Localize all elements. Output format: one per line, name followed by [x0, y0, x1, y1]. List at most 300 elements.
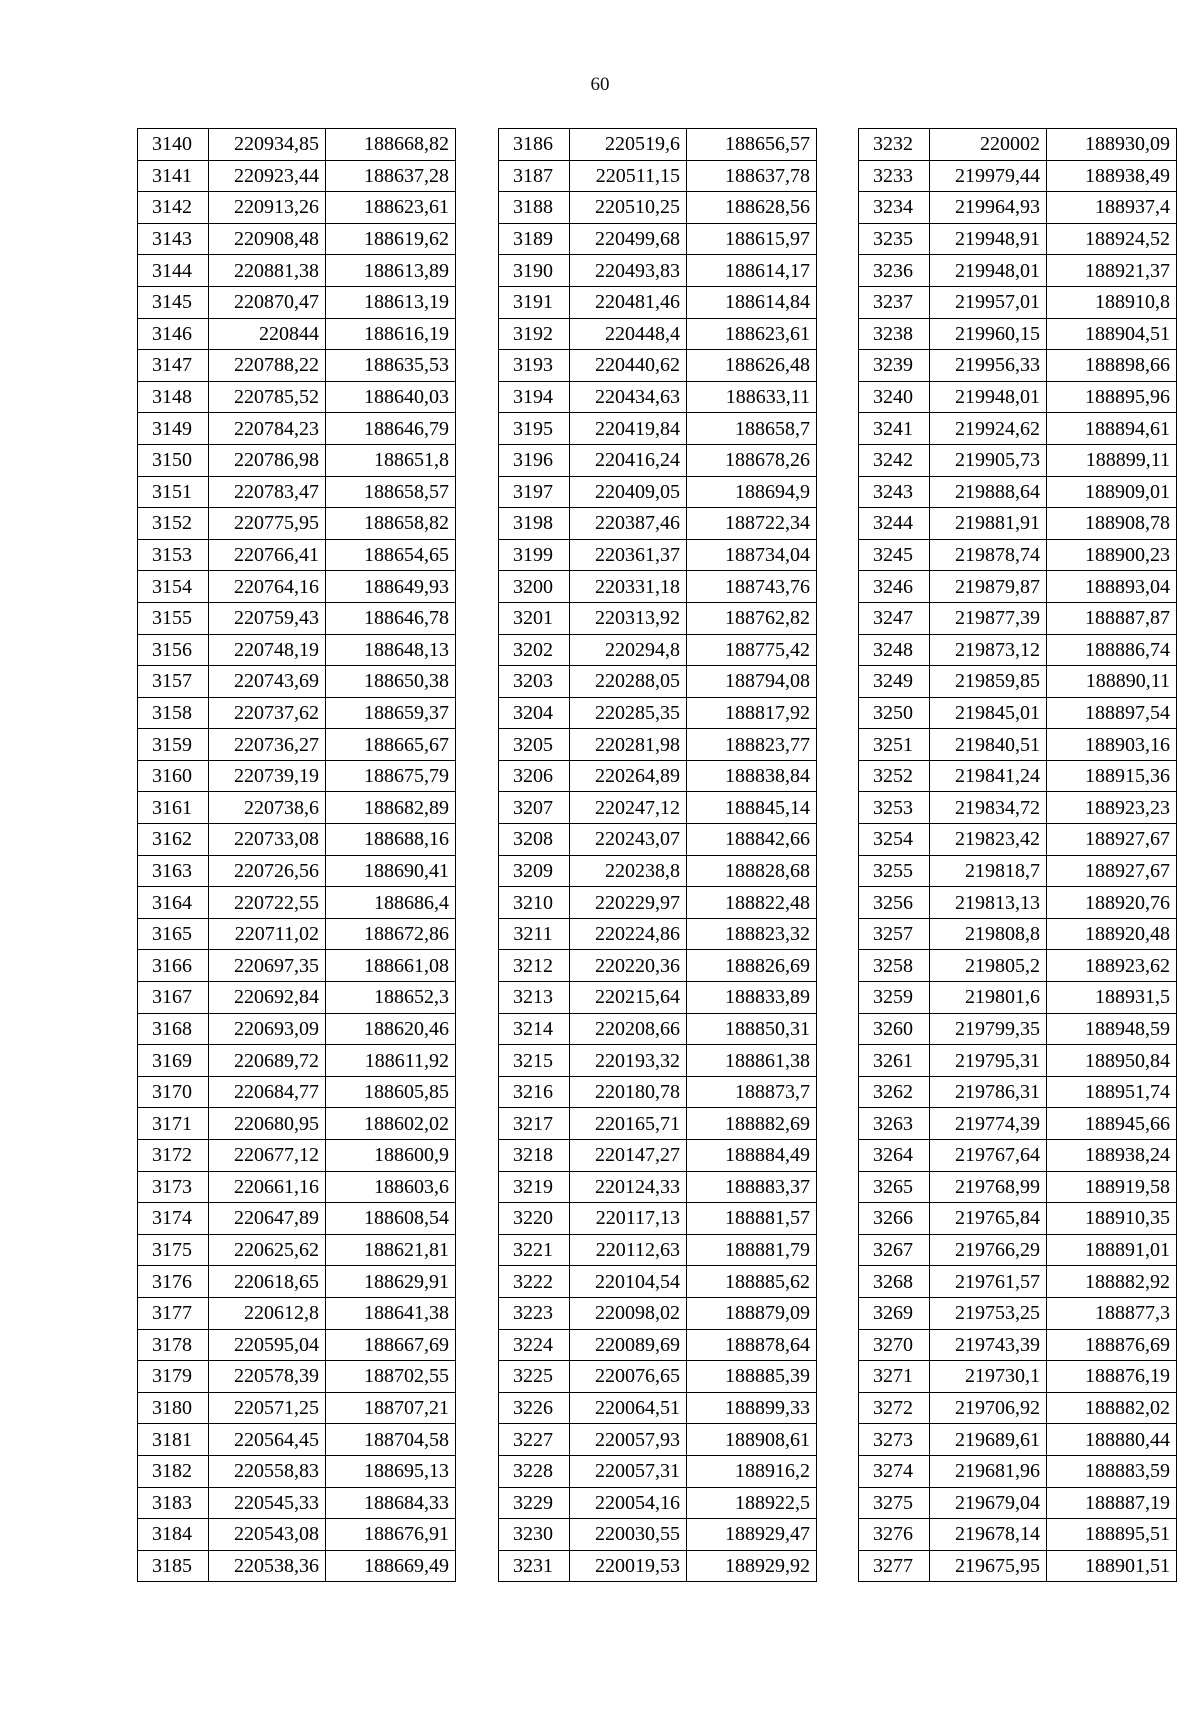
- y-coordinate-cell: 188628,56: [687, 192, 817, 224]
- table-row: [859, 539, 1177, 571]
- x-coordinate-cell: 220117,13: [570, 1203, 687, 1235]
- y-coordinate-cell: 188921,37: [1047, 255, 1177, 287]
- x-coordinate-cell: 220057,31: [570, 1455, 687, 1487]
- y-coordinate-cell: 188910,8: [1047, 286, 1177, 318]
- x-coordinate-cell: 220661,16: [209, 1171, 326, 1203]
- point-number-cell: 3253: [859, 792, 930, 824]
- table-row: [138, 602, 456, 634]
- y-coordinate-cell: 188637,28: [326, 160, 456, 192]
- point-number-cell: 3244: [859, 508, 930, 540]
- y-coordinate-cell: 188894,61: [1047, 413, 1177, 445]
- table-row: [138, 1519, 456, 1551]
- point-number-cell: 3146: [138, 318, 209, 350]
- x-coordinate-cell: 219799,35: [930, 1013, 1047, 1045]
- point-number-cell: 3217: [499, 1108, 570, 1140]
- table-row: [499, 192, 817, 224]
- table-row: [859, 476, 1177, 508]
- point-number-cell: 3235: [859, 223, 930, 255]
- point-number-cell: 3202: [499, 634, 570, 666]
- y-coordinate-cell: 188948,59: [1047, 1013, 1177, 1045]
- point-number-cell: 3162: [138, 824, 209, 856]
- x-coordinate-cell: 220511,15: [570, 160, 687, 192]
- table-row: [499, 1550, 817, 1582]
- point-number-cell: 3237: [859, 286, 930, 318]
- table-row: [138, 729, 456, 761]
- x-coordinate-cell: 220766,41: [209, 539, 326, 571]
- point-number-cell: 3271: [859, 1361, 930, 1393]
- x-coordinate-cell: 219753,25: [930, 1297, 1047, 1329]
- x-coordinate-cell: 220697,35: [209, 950, 326, 982]
- x-coordinate-cell: 220089,69: [570, 1329, 687, 1361]
- y-coordinate-cell: 188646,79: [326, 413, 456, 445]
- point-number-cell: 3218: [499, 1140, 570, 1172]
- x-coordinate-cell: 220064,51: [570, 1392, 687, 1424]
- table-row: [499, 950, 817, 982]
- point-number-cell: 3191: [499, 286, 570, 318]
- y-coordinate-cell: 188903,16: [1047, 729, 1177, 761]
- y-coordinate-cell: 188659,37: [326, 697, 456, 729]
- table-row: [138, 571, 456, 603]
- point-number-cell: 3220: [499, 1203, 570, 1235]
- table-row: [499, 1234, 817, 1266]
- table-row: [138, 792, 456, 824]
- y-coordinate-cell: 188640,03: [326, 381, 456, 413]
- y-coordinate-cell: 188665,67: [326, 729, 456, 761]
- x-coordinate-cell: 219730,1: [930, 1361, 1047, 1393]
- y-coordinate-cell: 188823,32: [687, 918, 817, 950]
- point-number-cell: 3257: [859, 918, 930, 950]
- table-row: [138, 1266, 456, 1298]
- table-row: [859, 918, 1177, 950]
- y-coordinate-cell: 188646,78: [326, 602, 456, 634]
- y-coordinate-cell: 188613,19: [326, 286, 456, 318]
- y-coordinate-cell: 188882,02: [1047, 1392, 1177, 1424]
- point-number-cell: 3221: [499, 1234, 570, 1266]
- table-row: [138, 1140, 456, 1172]
- table-row: [859, 381, 1177, 413]
- table-row: [859, 223, 1177, 255]
- table-row: [499, 982, 817, 1014]
- x-coordinate-cell: 220692,84: [209, 982, 326, 1014]
- y-coordinate-cell: 188602,02: [326, 1108, 456, 1140]
- table-row: [859, 1234, 1177, 1266]
- table-row: [499, 413, 817, 445]
- x-coordinate-cell: 219765,84: [930, 1203, 1047, 1235]
- table-row: [138, 223, 456, 255]
- x-coordinate-cell: 220543,08: [209, 1519, 326, 1551]
- x-coordinate-cell: 219834,72: [930, 792, 1047, 824]
- table-row: [859, 634, 1177, 666]
- x-coordinate-cell: 220788,22: [209, 350, 326, 382]
- x-coordinate-cell: 220409,05: [570, 476, 687, 508]
- table-row: [859, 350, 1177, 382]
- table-row: [859, 1519, 1177, 1551]
- point-number-cell: 3204: [499, 697, 570, 729]
- y-coordinate-cell: 188884,49: [687, 1140, 817, 1172]
- point-number-cell: 3234: [859, 192, 930, 224]
- x-coordinate-cell: 219675,95: [930, 1550, 1047, 1582]
- x-coordinate-cell: 220913,26: [209, 192, 326, 224]
- x-coordinate-cell: 219905,73: [930, 444, 1047, 476]
- point-number-cell: 3272: [859, 1392, 930, 1424]
- point-number-cell: 3199: [499, 539, 570, 571]
- table-row: [499, 1297, 817, 1329]
- x-coordinate-cell: 220288,05: [570, 666, 687, 698]
- table-row: [859, 1392, 1177, 1424]
- x-coordinate-cell: 220112,63: [570, 1234, 687, 1266]
- x-coordinate-cell: 220193,32: [570, 1045, 687, 1077]
- y-coordinate-cell: 188886,74: [1047, 634, 1177, 666]
- y-coordinate-cell: 188658,82: [326, 508, 456, 540]
- x-coordinate-cell: 220313,92: [570, 602, 687, 634]
- y-coordinate-cell: 188927,67: [1047, 855, 1177, 887]
- x-coordinate-cell: 220743,69: [209, 666, 326, 698]
- x-coordinate-cell: 220281,98: [570, 729, 687, 761]
- point-number-cell: 3231: [499, 1550, 570, 1582]
- y-coordinate-cell: 188667,69: [326, 1329, 456, 1361]
- x-coordinate-cell: 220098,02: [570, 1297, 687, 1329]
- point-number-cell: 3268: [859, 1266, 930, 1298]
- x-coordinate-cell: 220736,27: [209, 729, 326, 761]
- x-coordinate-cell: 220057,93: [570, 1424, 687, 1456]
- point-number-cell: 3211: [499, 918, 570, 950]
- point-number-cell: 3183: [138, 1487, 209, 1519]
- x-coordinate-cell: 220440,62: [570, 350, 687, 382]
- x-coordinate-cell: 219948,01: [930, 255, 1047, 287]
- y-coordinate-cell: 188658,57: [326, 476, 456, 508]
- point-number-cell: 3243: [859, 476, 930, 508]
- x-coordinate-cell: 220208,66: [570, 1013, 687, 1045]
- y-coordinate-cell: 188611,92: [326, 1045, 456, 1077]
- table-row: [499, 602, 817, 634]
- x-coordinate-cell: 219679,04: [930, 1487, 1047, 1519]
- table-row: [138, 1361, 456, 1393]
- x-coordinate-cell: 220748,19: [209, 634, 326, 666]
- x-coordinate-cell: 219678,14: [930, 1519, 1047, 1551]
- table-row: [859, 255, 1177, 287]
- x-coordinate-cell: 220733,08: [209, 824, 326, 856]
- table-row: [499, 1266, 817, 1298]
- table-row: [499, 855, 817, 887]
- point-number-cell: 3171: [138, 1108, 209, 1140]
- point-number-cell: 3197: [499, 476, 570, 508]
- y-coordinate-cell: 188707,21: [326, 1392, 456, 1424]
- table-row: [859, 413, 1177, 445]
- point-number-cell: 3154: [138, 571, 209, 603]
- x-coordinate-cell: 220147,27: [570, 1140, 687, 1172]
- x-coordinate-cell: 220215,64: [570, 982, 687, 1014]
- x-coordinate-cell: 220726,56: [209, 855, 326, 887]
- point-number-cell: 3165: [138, 918, 209, 950]
- y-coordinate-cell: 188669,49: [326, 1550, 456, 1582]
- x-coordinate-cell: 219681,96: [930, 1455, 1047, 1487]
- x-coordinate-cell: 220054,16: [570, 1487, 687, 1519]
- table-row: [138, 666, 456, 698]
- y-coordinate-cell: 188600,9: [326, 1140, 456, 1172]
- x-coordinate-cell: 220510,25: [570, 192, 687, 224]
- table-row: [138, 760, 456, 792]
- table-row: [499, 444, 817, 476]
- point-number-cell: 3185: [138, 1550, 209, 1582]
- table-row: [859, 824, 1177, 856]
- table-row: [499, 887, 817, 919]
- x-coordinate-cell: 220737,62: [209, 697, 326, 729]
- x-coordinate-cell: 220285,35: [570, 697, 687, 729]
- table-row: [138, 697, 456, 729]
- x-coordinate-cell: 220180,78: [570, 1076, 687, 1108]
- x-coordinate-cell: 219948,91: [930, 223, 1047, 255]
- table-row: [138, 1424, 456, 1456]
- y-coordinate-cell: 188668,82: [326, 129, 456, 161]
- point-number-cell: 3267: [859, 1234, 930, 1266]
- table-row: [859, 950, 1177, 982]
- y-coordinate-cell: 188842,66: [687, 824, 817, 856]
- point-number-cell: 3255: [859, 855, 930, 887]
- table-row: [138, 950, 456, 982]
- point-number-cell: 3190: [499, 255, 570, 287]
- point-number-cell: 3181: [138, 1424, 209, 1456]
- x-coordinate-cell: 220923,44: [209, 160, 326, 192]
- y-coordinate-cell: 188676,91: [326, 1519, 456, 1551]
- table-row: [499, 1392, 817, 1424]
- point-number-cell: 3207: [499, 792, 570, 824]
- point-number-cell: 3150: [138, 444, 209, 476]
- y-coordinate-cell: 188828,68: [687, 855, 817, 887]
- y-coordinate-cell: 188899,11: [1047, 444, 1177, 476]
- point-number-cell: 3256: [859, 887, 930, 919]
- x-coordinate-cell: 220558,83: [209, 1455, 326, 1487]
- table-row: [499, 1455, 817, 1487]
- point-number-cell: 3229: [499, 1487, 570, 1519]
- point-number-cell: 3270: [859, 1329, 930, 1361]
- x-coordinate-cell: 220844: [209, 318, 326, 350]
- point-number-cell: 3226: [499, 1392, 570, 1424]
- point-number-cell: 3175: [138, 1234, 209, 1266]
- table-row: [138, 413, 456, 445]
- table-row: [859, 1487, 1177, 1519]
- x-coordinate-cell: 219801,6: [930, 982, 1047, 1014]
- x-coordinate-cell: 220247,12: [570, 792, 687, 824]
- y-coordinate-cell: 188920,48: [1047, 918, 1177, 950]
- point-number-cell: 3200: [499, 571, 570, 603]
- point-number-cell: 3216: [499, 1076, 570, 1108]
- table-row: [499, 1361, 817, 1393]
- point-number-cell: 3201: [499, 602, 570, 634]
- point-number-cell: 3170: [138, 1076, 209, 1108]
- table-row: [499, 318, 817, 350]
- y-coordinate-cell: 188616,19: [326, 318, 456, 350]
- table-row: [499, 1203, 817, 1235]
- point-number-cell: 3203: [499, 666, 570, 698]
- y-coordinate-cell: 188920,76: [1047, 887, 1177, 919]
- y-coordinate-cell: 188885,62: [687, 1266, 817, 1298]
- y-coordinate-cell: 188873,7: [687, 1076, 817, 1108]
- table-row: [859, 982, 1177, 1014]
- x-coordinate-cell: 220934,85: [209, 129, 326, 161]
- y-coordinate-cell: 188916,2: [687, 1455, 817, 1487]
- point-number-cell: 3173: [138, 1171, 209, 1203]
- table-row: [859, 855, 1177, 887]
- table-row: [859, 571, 1177, 603]
- y-coordinate-cell: 188881,57: [687, 1203, 817, 1235]
- x-coordinate-cell: 219808,8: [930, 918, 1047, 950]
- y-coordinate-cell: 188661,08: [326, 950, 456, 982]
- table-row: [499, 571, 817, 603]
- y-coordinate-cell: 188900,23: [1047, 539, 1177, 571]
- x-coordinate-cell: 220764,16: [209, 571, 326, 603]
- point-number-cell: 3227: [499, 1424, 570, 1456]
- y-coordinate-cell: 188923,62: [1047, 950, 1177, 982]
- y-coordinate-cell: 188626,48: [687, 350, 817, 382]
- point-number-cell: 3219: [499, 1171, 570, 1203]
- x-coordinate-cell: 220519,6: [570, 129, 687, 161]
- table-row: [499, 508, 817, 540]
- x-coordinate-cell: 220775,95: [209, 508, 326, 540]
- table-row: [138, 1076, 456, 1108]
- y-coordinate-cell: 188930,09: [1047, 129, 1177, 161]
- table-row: [859, 1266, 1177, 1298]
- table-row: [859, 508, 1177, 540]
- y-coordinate-cell: 188885,39: [687, 1361, 817, 1393]
- table-row: [138, 129, 456, 161]
- table-row: [859, 1361, 1177, 1393]
- table-row: [138, 255, 456, 287]
- y-coordinate-cell: 188641,38: [326, 1297, 456, 1329]
- y-coordinate-cell: 188650,38: [326, 666, 456, 698]
- table-row: [859, 1329, 1177, 1361]
- point-number-cell: 3252: [859, 760, 930, 792]
- point-number-cell: 3194: [499, 381, 570, 413]
- table-row: [138, 1455, 456, 1487]
- table-row: [499, 1140, 817, 1172]
- table-row: [499, 1171, 817, 1203]
- y-coordinate-cell: 188951,74: [1047, 1076, 1177, 1108]
- table-row: [859, 1550, 1177, 1582]
- y-coordinate-cell: 188623,61: [326, 192, 456, 224]
- y-coordinate-cell: 188613,89: [326, 255, 456, 287]
- x-coordinate-cell: 220434,63: [570, 381, 687, 413]
- x-coordinate-cell: 220571,25: [209, 1392, 326, 1424]
- table-row: [138, 286, 456, 318]
- table-row: [499, 697, 817, 729]
- y-coordinate-cell: 188762,82: [687, 602, 817, 634]
- point-number-cell: 3232: [859, 129, 930, 161]
- x-coordinate-cell: 220220,36: [570, 950, 687, 982]
- x-coordinate-cell: 220030,55: [570, 1519, 687, 1551]
- y-coordinate-cell: 188876,69: [1047, 1329, 1177, 1361]
- point-number-cell: 3213: [499, 982, 570, 1014]
- y-coordinate-cell: 188882,92: [1047, 1266, 1177, 1298]
- table-row: [859, 1045, 1177, 1077]
- table-row: [499, 1329, 817, 1361]
- y-coordinate-cell: 188675,79: [326, 760, 456, 792]
- point-number-cell: 3145: [138, 286, 209, 318]
- y-coordinate-cell: 188919,58: [1047, 1171, 1177, 1203]
- y-coordinate-cell: 188684,33: [326, 1487, 456, 1519]
- table-row: [138, 1487, 456, 1519]
- y-coordinate-cell: 188690,41: [326, 855, 456, 887]
- point-number-cell: 3228: [499, 1455, 570, 1487]
- point-number-cell: 3239: [859, 350, 930, 382]
- table-row: [138, 1013, 456, 1045]
- point-number-cell: 3195: [499, 413, 570, 445]
- point-number-cell: 3196: [499, 444, 570, 476]
- x-coordinate-cell: 220881,38: [209, 255, 326, 287]
- y-coordinate-cell: 188672,86: [326, 918, 456, 950]
- point-number-cell: 3215: [499, 1045, 570, 1077]
- y-coordinate-cell: 188876,19: [1047, 1361, 1177, 1393]
- y-coordinate-cell: 188619,62: [326, 223, 456, 255]
- point-number-cell: 3254: [859, 824, 930, 856]
- table-row: [138, 192, 456, 224]
- point-number-cell: 3259: [859, 982, 930, 1014]
- y-coordinate-cell: 188897,54: [1047, 697, 1177, 729]
- y-coordinate-cell: 188603,6: [326, 1171, 456, 1203]
- point-number-cell: 3172: [138, 1140, 209, 1172]
- table-row: [138, 634, 456, 666]
- point-number-cell: 3148: [138, 381, 209, 413]
- point-number-cell: 3161: [138, 792, 209, 824]
- x-coordinate-cell: 220416,24: [570, 444, 687, 476]
- table-row: [499, 1013, 817, 1045]
- point-number-cell: 3236: [859, 255, 930, 287]
- y-coordinate-cell: 188682,89: [326, 792, 456, 824]
- y-coordinate-cell: 188893,04: [1047, 571, 1177, 603]
- x-coordinate-cell: 220693,09: [209, 1013, 326, 1045]
- x-coordinate-cell: 220783,47: [209, 476, 326, 508]
- y-coordinate-cell: 188877,3: [1047, 1297, 1177, 1329]
- table-row: [859, 1140, 1177, 1172]
- table-row: [138, 855, 456, 887]
- y-coordinate-cell: 188743,76: [687, 571, 817, 603]
- y-coordinate-cell: 188654,65: [326, 539, 456, 571]
- coordinate-table-2: [498, 128, 817, 1582]
- point-number-cell: 3258: [859, 950, 930, 982]
- page-number: 60: [590, 74, 610, 95]
- y-coordinate-cell: 188922,5: [687, 1487, 817, 1519]
- x-coordinate-cell: 220165,71: [570, 1108, 687, 1140]
- point-number-cell: 3158: [138, 697, 209, 729]
- table-row: [138, 824, 456, 856]
- x-coordinate-cell: 220680,95: [209, 1108, 326, 1140]
- y-coordinate-cell: 188794,08: [687, 666, 817, 698]
- y-coordinate-cell: 188686,4: [326, 887, 456, 919]
- point-number-cell: 3250: [859, 697, 930, 729]
- table-row: [138, 982, 456, 1014]
- table-row: [138, 887, 456, 919]
- point-number-cell: 3186: [499, 129, 570, 161]
- table-row: [859, 1076, 1177, 1108]
- x-coordinate-cell: 219879,87: [930, 571, 1047, 603]
- point-number-cell: 3225: [499, 1361, 570, 1393]
- point-number-cell: 3245: [859, 539, 930, 571]
- x-coordinate-cell: 220545,33: [209, 1487, 326, 1519]
- x-coordinate-cell: 220224,86: [570, 918, 687, 950]
- table-row: [138, 1392, 456, 1424]
- table-row: [499, 223, 817, 255]
- y-coordinate-cell: 188850,31: [687, 1013, 817, 1045]
- x-coordinate-cell: 220499,68: [570, 223, 687, 255]
- point-number-cell: 3176: [138, 1266, 209, 1298]
- y-coordinate-cell: 188891,01: [1047, 1234, 1177, 1266]
- table-row: [499, 255, 817, 287]
- point-number-cell: 3147: [138, 350, 209, 382]
- point-number-cell: 3179: [138, 1361, 209, 1393]
- table-row: [859, 444, 1177, 476]
- y-coordinate-cell: 188629,91: [326, 1266, 456, 1298]
- x-coordinate-cell: 219948,01: [930, 381, 1047, 413]
- table-row: [499, 350, 817, 382]
